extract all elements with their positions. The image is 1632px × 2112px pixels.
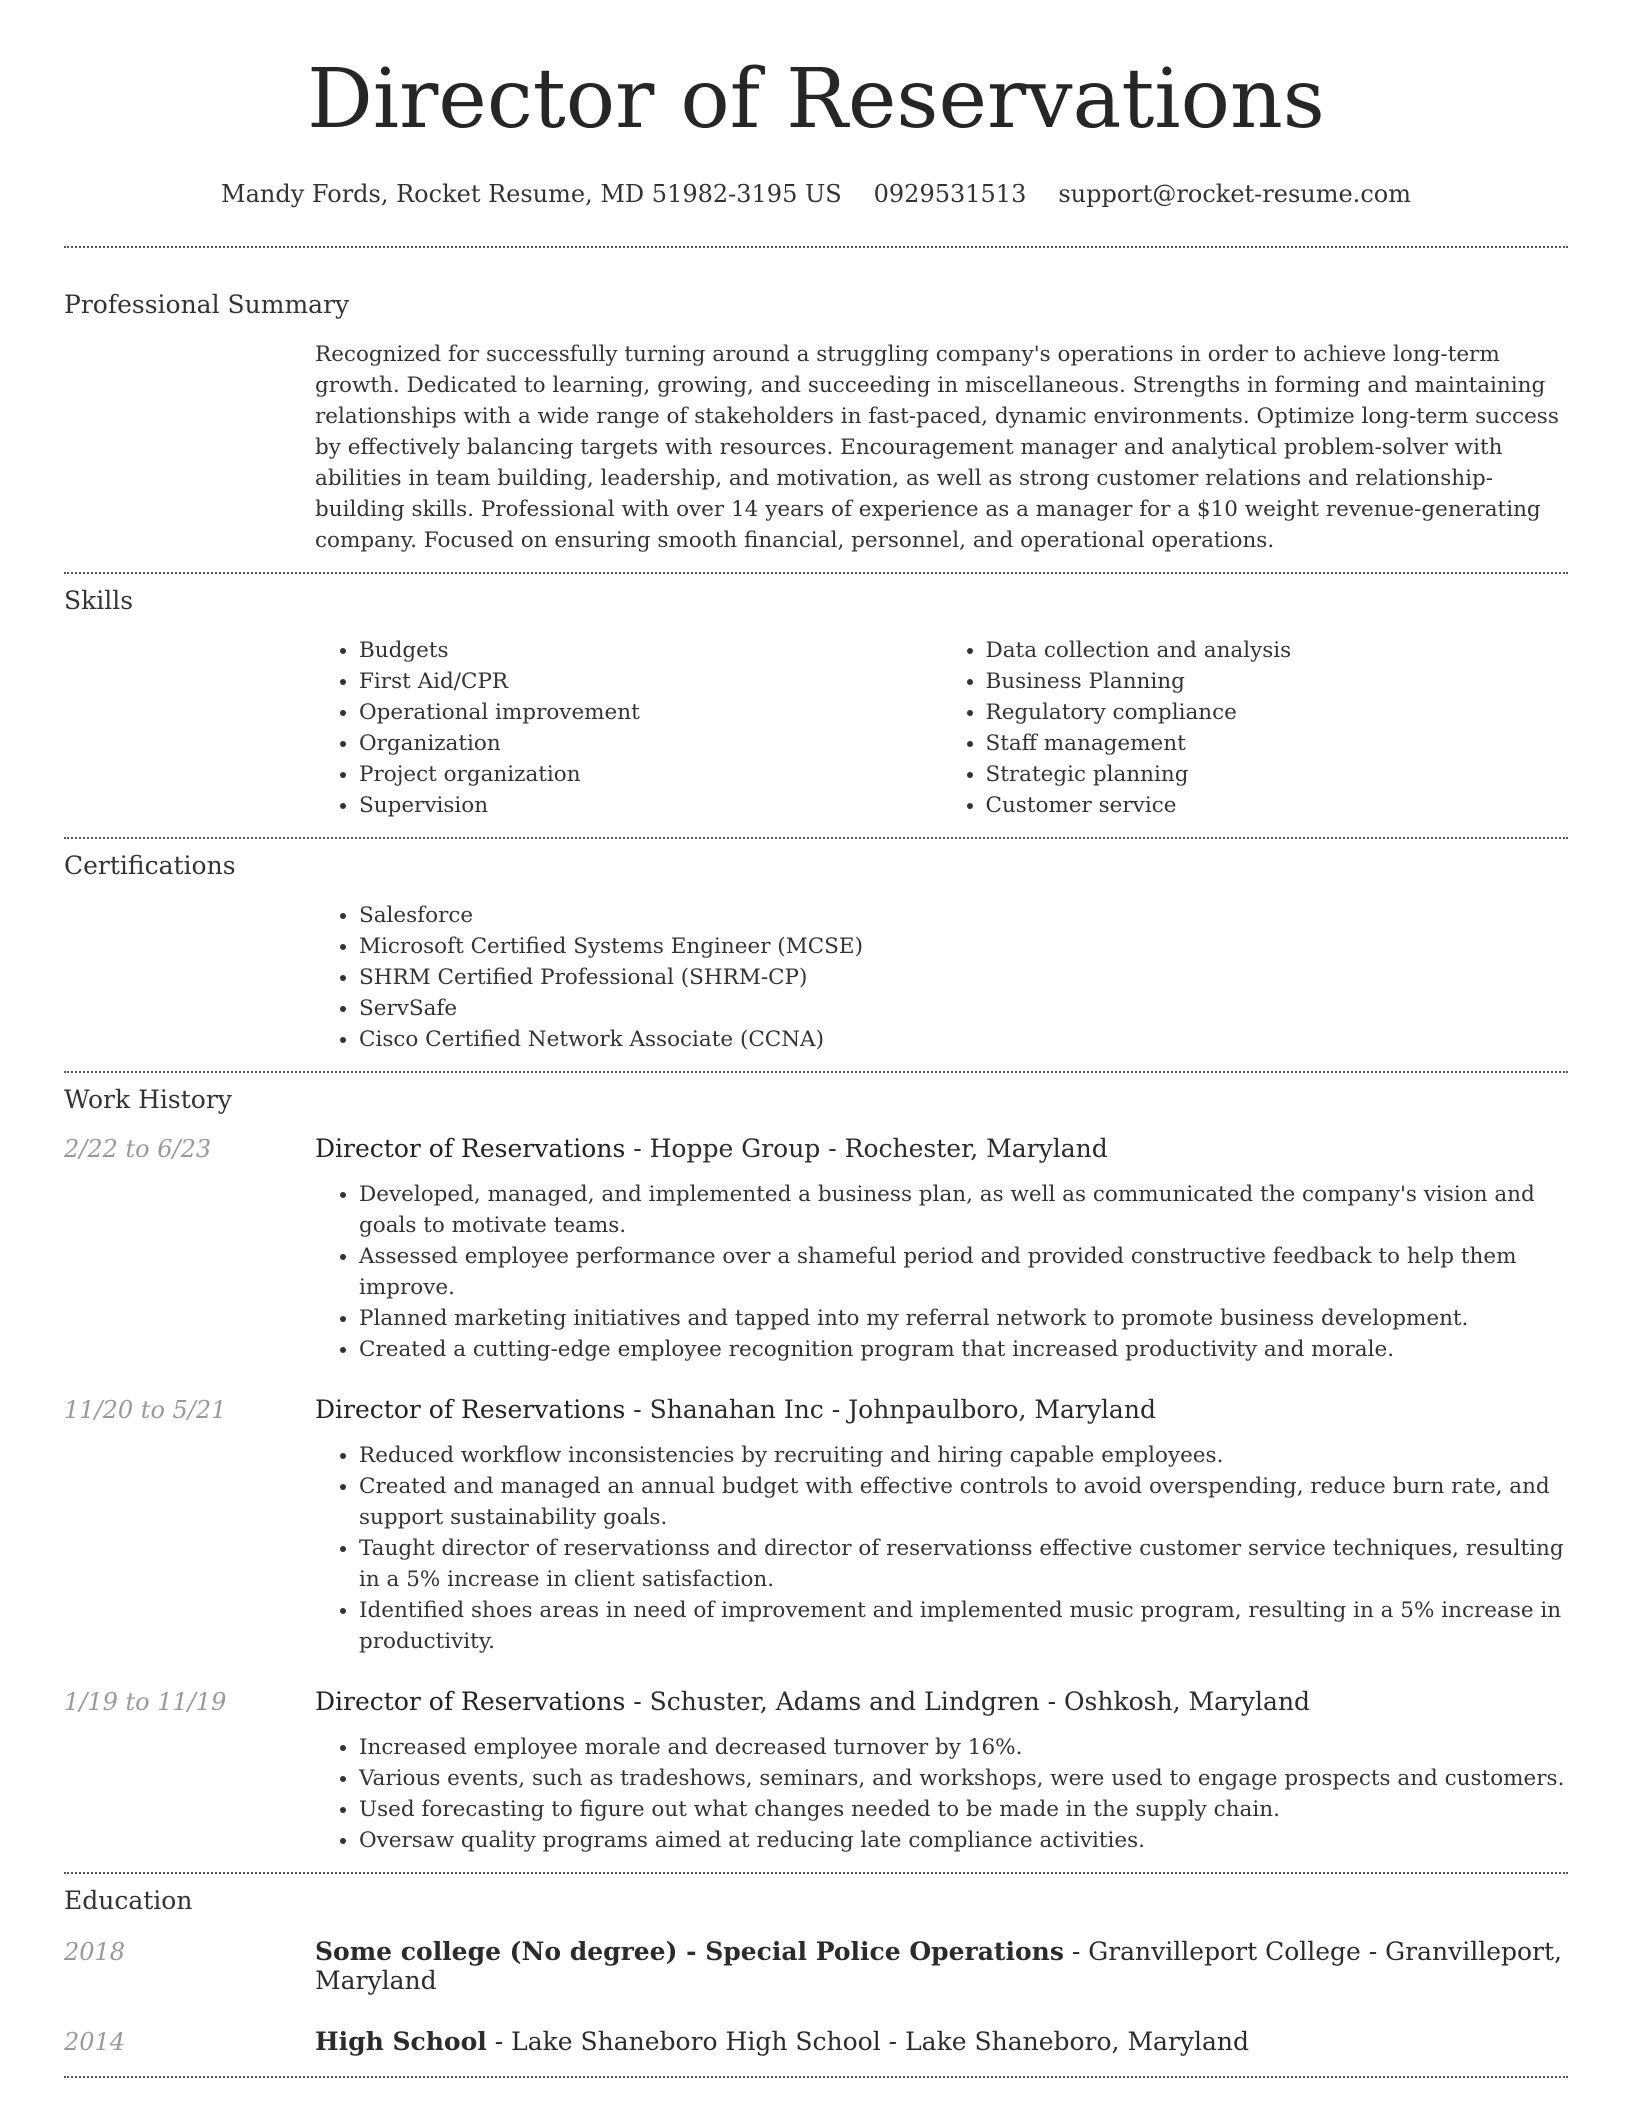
job-bullet: • Various events, such as tradeshows, seminars, and workshops, were used to engage prospects and customers.: [359, 1763, 1568, 1794]
job-entry: [64, 1395, 1568, 1657]
job-header: [64, 1687, 1568, 1716]
summary-heading: Professional Summary: [64, 290, 350, 319]
skill-item: • Budgets: [359, 635, 942, 666]
section-divider: [64, 572, 1568, 574]
section-divider: [64, 1071, 1568, 1073]
skill-item: • Operational improvement: [359, 697, 942, 728]
resume-name: Director of Reservations: [307, 52, 1325, 147]
job-bullets: [315, 1440, 1568, 1657]
job-employer: - Schuster, Adams and Lindgren - Oshkosh, Maryland: [625, 1687, 1311, 1716]
education-heading: Education: [64, 1886, 193, 1915]
job-dates: 1/19 to 11/19: [64, 1688, 227, 1716]
education-degree: High School: [315, 2027, 487, 2056]
skill-item: • Strategic planning: [986, 759, 1569, 790]
skill-item: • Project organization: [359, 759, 942, 790]
section-divider: [64, 837, 1568, 839]
job-header: [64, 1395, 1568, 1424]
job-details: [315, 1732, 1568, 1856]
resume-header: [0, 0, 1632, 208]
skill-item: • Supervision: [359, 790, 942, 821]
job-bullet: • Used forecasting to figure out what changes needed to be made in the supply chain.: [359, 1794, 1568, 1825]
job-bullet: • Taught director of reservationss and director of reservationss effective customer service techniques, resulting in a 5% increase in client satisfaction.: [359, 1533, 1568, 1595]
job-employer: - Hoppe Group - Rochester, Maryland: [625, 1134, 1108, 1163]
job-bullet: • Reduced workflow inconsistencies by recruiting and hiring capable employees.: [359, 1440, 1568, 1471]
work-history-heading: Work History: [64, 1085, 232, 1114]
job-bullet: • Oversaw quality programs aimed at reducing late compliance activities.: [359, 1825, 1568, 1856]
job-employer: - Shanahan Inc - Johnpaulboro, Maryland: [625, 1395, 1156, 1424]
skill-item: • Staff management: [986, 728, 1569, 759]
section-divider: [64, 2076, 1568, 2078]
job-title: [315, 1134, 1108, 1163]
section-divider: [64, 1872, 1568, 1874]
job-title: [315, 1687, 1310, 1716]
work-history-section: [64, 1085, 1568, 1856]
job-bullets: [315, 1179, 1568, 1365]
job-bullet: • Planned marketing initiatives and tapped into my referral network to promote business development.: [359, 1303, 1568, 1334]
job-entry: [64, 1134, 1568, 1365]
education-school: - Lake Shaneboro High School - Lake Shaneboro, Maryland: [486, 2027, 1250, 2056]
job-details: [315, 1179, 1568, 1365]
contact-line: [0, 180, 1632, 208]
contact-phone: 0929531513: [873, 180, 1027, 208]
job-role: Director of Reservations: [315, 1395, 626, 1424]
skills-content: [315, 635, 1568, 821]
skills-section: [64, 586, 1568, 821]
job-dates: 2/22 to 6/23: [64, 1135, 212, 1163]
contact-email: support@rocket-resume.com: [1058, 180, 1411, 208]
education-entry: [64, 1937, 1568, 1995]
education-title: [315, 1937, 1568, 1995]
job-bullet: • Created a cutting-edge employee recognition program that increased productivity and morale.: [359, 1334, 1568, 1365]
skills-list-left: [315, 635, 942, 821]
summary-section: [64, 290, 1568, 556]
certification-item: • SHRM Certified Professional (SHRM-CP): [359, 962, 1568, 993]
job-details: [315, 1440, 1568, 1657]
skill-item: • Customer service: [986, 790, 1569, 821]
skills-list-right: [942, 635, 1569, 821]
job-title: [315, 1395, 1156, 1424]
certifications-list: [315, 900, 1568, 1055]
skill-item: • First Aid/CPR: [359, 666, 942, 697]
skill-item: • Organization: [359, 728, 942, 759]
education-section: [64, 1886, 1568, 2056]
job-role: Director of Reservations: [315, 1687, 626, 1716]
certification-item: • Cisco Certified Network Associate (CCNA): [359, 1024, 1568, 1055]
job-bullet: • Assessed employee performance over a shameful period and provided constructive feedback to help them improve.: [359, 1241, 1568, 1303]
education-school: - Granvilleport College - Granvilleport, Maryland: [315, 1937, 1562, 1995]
summary-text: Recognized for successfully turning around a struggling company's operations in order to achieve long-term growth. Dedicated to learning, growing, and succeeding in miscellaneous. Strengths in forming and maintaining relationships with a wide range of stakeholders in fast-paced, dynamic environments. Optimize long-term success by effectively balancing targets with resources. Encouragement manager and analytical problem-solver with abilities in team building, leadership, and motivation, as well as strong customer relations and relationship-building skills. Professional with over 14 years of experience as a manager for a $10 weight revenue-generating company. Focused on ensuring smooth financial, personnel, and operational operations.: [315, 342, 1559, 553]
job-bullet: • Developed, managed, and implemented a business plan, as well as communicated the company's vision and goals to motivate teams.: [359, 1179, 1568, 1241]
job-entry: [64, 1687, 1568, 1856]
skill-item: • Data collection and analysis: [986, 635, 1569, 666]
certification-item: • ServSafe: [359, 993, 1568, 1024]
certifications-heading: Certifications: [64, 851, 236, 880]
certification-item: • Salesforce: [359, 900, 1568, 931]
section-divider: [64, 246, 1568, 248]
contact-address: Mandy Fords, Rocket Resume, MD 51982-3195 US: [221, 180, 842, 208]
job-header: [64, 1134, 1568, 1163]
job-bullets: [315, 1732, 1568, 1856]
job-bullet: • Increased employee morale and decreased turnover by 16%.: [359, 1732, 1568, 1763]
certifications-content: [315, 900, 1568, 1055]
job-bullet: • Created and managed an annual budget with effective controls to avoid overspending, reduce burn rate, and support sustainability goals.: [359, 1471, 1568, 1533]
job-dates: 11/20 to 5/21: [64, 1396, 227, 1424]
skills-heading: Skills: [64, 586, 134, 615]
certification-item: • Microsoft Certified Systems Engineer (MCSE): [359, 931, 1568, 962]
education-entry: [64, 2027, 1568, 2056]
job-bullet: • Identified shoes areas in need of improvement and implemented music program, resulting in a 5% increase in productivity.: [359, 1595, 1568, 1657]
job-role: Director of Reservations: [315, 1134, 626, 1163]
summary-content: [315, 339, 1568, 556]
education-degree: Some college (No degree) - Special Police Operations: [315, 1937, 1064, 1966]
education-year: 2014: [64, 2028, 126, 2056]
education-title: [315, 2027, 1249, 2056]
education-year: 2018: [64, 1938, 126, 1966]
skills-grid: [315, 635, 1568, 821]
skill-item: • Business Planning: [986, 666, 1569, 697]
certifications-section: [64, 851, 1568, 1055]
skill-item: • Regulatory compliance: [986, 697, 1569, 728]
